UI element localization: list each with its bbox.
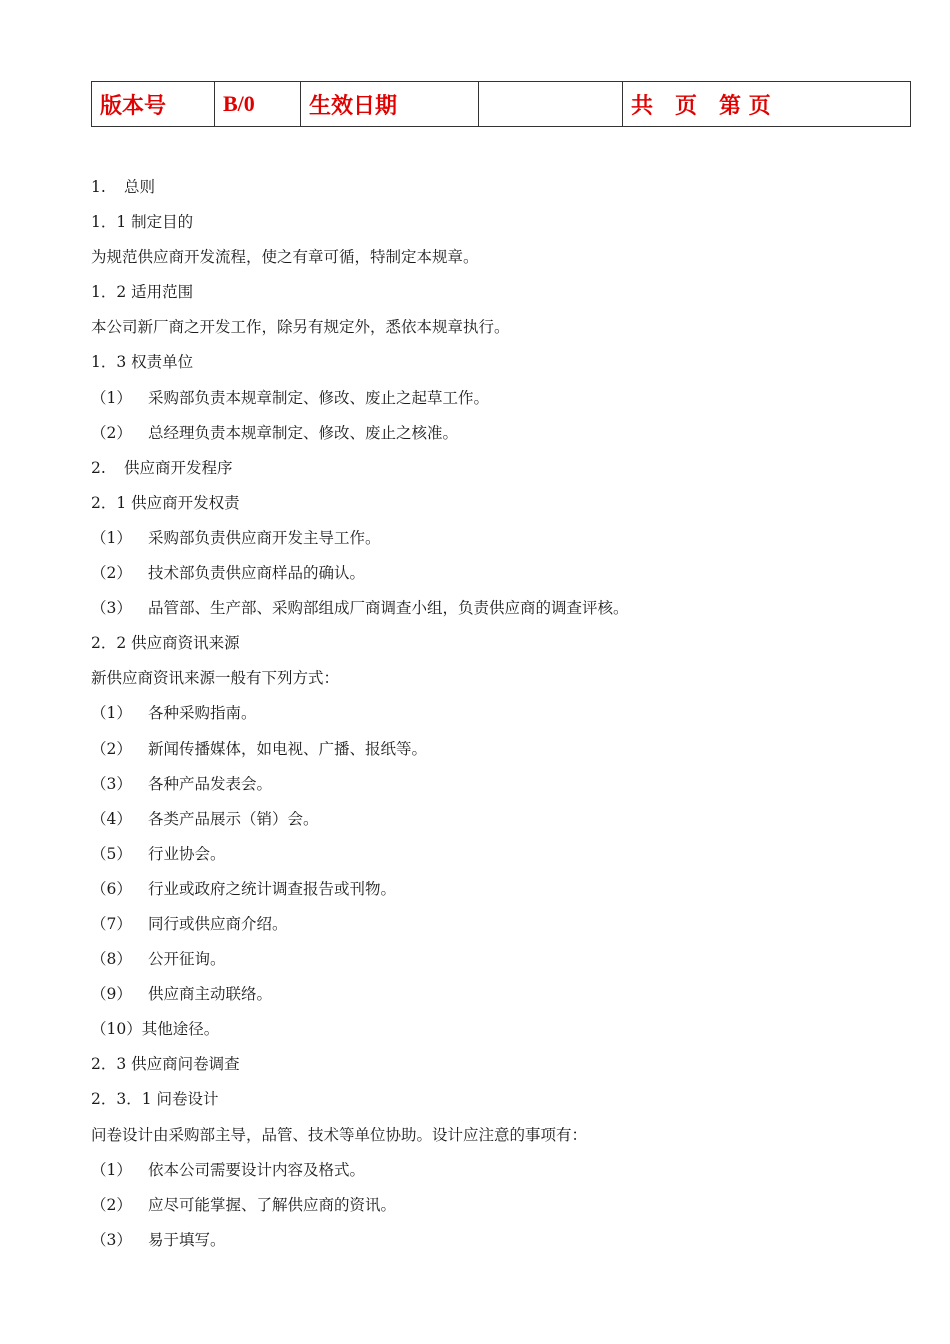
line-text: 为规范供应商开发流程，使之有章可循，特制定本规章。	[91, 248, 479, 267]
version-value: B/0	[215, 82, 301, 127]
version-label: 版本号	[92, 82, 215, 127]
line-text: 依本公司需要设计内容及格式。	[148, 1160, 366, 1179]
section-heading	[91, 451, 911, 486]
line-text: 总则	[124, 178, 156, 196]
document-body	[91, 170, 911, 1258]
list-item	[91, 1223, 911, 1258]
list-item-number: （1）	[91, 1160, 132, 1179]
list-item-number: （2）	[91, 1195, 132, 1214]
line-text: 供应商主动联络。	[148, 985, 273, 1004]
document-control-header	[91, 81, 911, 127]
list-item	[91, 977, 911, 1012]
list-item	[91, 1153, 911, 1188]
list-item	[91, 907, 911, 942]
list-item	[91, 802, 911, 837]
list-item-number: （2）	[91, 423, 132, 442]
paragraph-line	[91, 626, 911, 661]
paragraph-line	[91, 1012, 911, 1047]
list-item	[91, 767, 911, 802]
list-item-number: （4）	[91, 809, 132, 828]
list-item-number: （7）	[91, 914, 132, 933]
line-text: 行业协会。	[148, 844, 226, 863]
list-item	[91, 556, 911, 591]
line-text: 供应商开发程序	[124, 458, 233, 477]
paragraph-line	[91, 205, 911, 240]
line-text: 易于填写。	[148, 1230, 226, 1249]
list-item	[91, 1188, 911, 1223]
list-item	[91, 521, 911, 556]
line-text: 同行或供应商介绍。	[148, 914, 288, 933]
header-row	[92, 82, 911, 127]
line-text: 2．1 供应商开发权责	[91, 493, 240, 512]
effective-date-label: 生效日期	[301, 82, 479, 127]
line-text: 问卷设计由采购部主导，品管、技术等单位协助。设计应注意的事项有：	[91, 1125, 588, 1144]
list-item-number: （3）	[91, 1230, 132, 1249]
list-item	[91, 732, 911, 767]
paragraph-line	[91, 275, 911, 310]
line-text: 各种产品发表会。	[148, 774, 273, 793]
line-text: 采购部负责本规章制定、修改、废止之起草工作。	[148, 388, 490, 407]
list-item-number: （8）	[91, 950, 132, 969]
line-text: （10）其他途径。	[91, 1020, 220, 1039]
paragraph-line	[91, 1082, 911, 1117]
line-text: 应尽可能掌握、了解供应商的资讯。	[148, 1195, 397, 1214]
line-text: 本公司新厂商之开发工作，除另有规定外，悉依本规章执行。	[91, 318, 510, 337]
line-text: 技术部负责供应商样品的确认。	[148, 564, 366, 583]
line-text: 总经理负责本规章制定、修改、废止之核准。	[148, 423, 459, 442]
section-heading	[91, 170, 911, 205]
paragraph-line	[91, 345, 911, 380]
paragraph-line	[91, 240, 911, 275]
line-text: 采购部负责供应商开发主导工作。	[148, 528, 381, 547]
line-text: 新闻传播媒体，如电视、广播、报纸等。	[148, 739, 428, 758]
page-count-label: 共 页 第 页	[623, 82, 911, 127]
list-item-number: （5）	[91, 844, 132, 863]
list-item-number: （9）	[91, 985, 132, 1004]
list-item-number: （2）	[91, 739, 132, 758]
line-text: 2．3．1 问卷设计	[91, 1090, 219, 1109]
effective-date-value	[479, 82, 623, 127]
line-text: 新供应商资讯来源一般有下列方式：	[91, 669, 340, 688]
list-item-number: （6）	[91, 879, 132, 898]
list-item-number: （2）	[91, 564, 132, 583]
list-item-number: （1）	[91, 388, 132, 407]
list-item	[91, 591, 911, 626]
list-item-number: （3）	[91, 774, 132, 793]
line-text: 2．3 供应商问卷调查	[91, 1055, 240, 1074]
line-text: 各类产品展示（销）会。	[148, 809, 319, 828]
list-item-number: （3）	[91, 599, 132, 618]
line-text: 品管部、生产部、采购部组成厂商调查小组，负责供应商的调查评核。	[148, 599, 629, 618]
list-item	[91, 416, 911, 451]
paragraph-line	[91, 661, 911, 696]
list-item	[91, 696, 911, 731]
list-item	[91, 381, 911, 416]
line-text: 各种采购指南。	[148, 704, 257, 723]
list-item	[91, 872, 911, 907]
line-text: 2．2 供应商资讯来源	[91, 634, 240, 653]
section-number: 2.	[91, 458, 106, 477]
list-item	[91, 942, 911, 977]
line-text: 1．2 适用范围	[91, 283, 194, 302]
line-text: 1．3 权责单位	[91, 353, 194, 372]
line-text: 1．1 制定目的	[91, 213, 194, 232]
paragraph-line	[91, 486, 911, 521]
list-item-number: （1）	[91, 528, 132, 547]
list-item-number: （1）	[91, 704, 132, 723]
paragraph-line	[91, 1047, 911, 1082]
paragraph-line	[91, 1118, 911, 1153]
section-number: 1.	[91, 178, 106, 196]
list-item	[91, 837, 911, 872]
line-text: 公开征询。	[148, 950, 226, 969]
paragraph-line	[91, 310, 911, 345]
line-text: 行业或政府之统计调查报告或刊物。	[148, 879, 397, 898]
